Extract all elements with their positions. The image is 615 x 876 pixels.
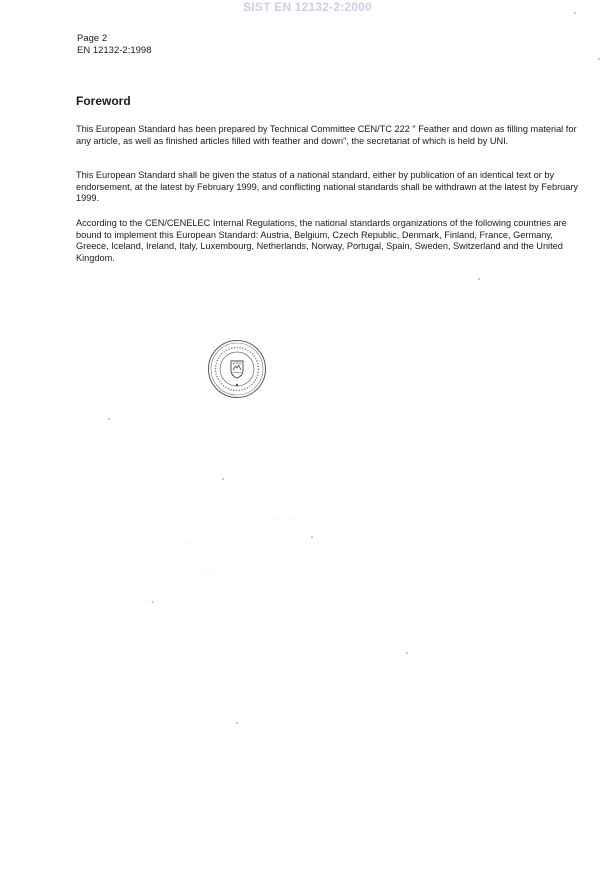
page-number: Page 2 <box>77 33 108 44</box>
watermark: SIST EN 12132-2:2000 <box>243 0 372 14</box>
scan-speck <box>108 418 110 420</box>
scan-speck <box>406 652 408 654</box>
scan-speck <box>222 478 224 480</box>
scan-speck <box>311 536 313 538</box>
official-seal-icon <box>206 339 268 399</box>
foreword-title: Foreword <box>76 94 131 108</box>
foreword-paragraph: According to the CEN/CENELEC Internal Regulations, the national standards organizations of the following countries are bound to implement this European Standard: Austria, Belgium, Czech Republic, Denmark, Finland, France, Germany, Greece, Iceland, Ireland, Italy, Luxembourg, Netherlands, Norway, Portugal, Spain, Sweden, Switzerland and the United Kingdom. <box>76 218 567 263</box>
document-id: EN 12132-2:1998 <box>77 45 152 56</box>
page-header <box>77 33 151 57</box>
foreword-paragraph: This European Standard shall be given the status of a national standard, either by publication of an identical text or by endorsement, at the latest by February 1999, and conflicting national standards shall be withdrawn at the latest by February 1999. <box>76 170 579 203</box>
scan-noise: · . · · · <box>196 566 222 572</box>
scan-speck <box>574 12 576 14</box>
scan-noise: · . · <box>138 598 152 604</box>
scan-noise: · · · . . · <box>266 516 297 522</box>
scan-speck <box>478 278 480 280</box>
scan-noise: . · · · . <box>178 540 203 546</box>
foreword-paragraph: This European Standard has been prepared by Technical Committee CEN/TC 222 " Feather and down as filling material for any article, as well as finished articles filled with feather and down", the secretariat of which is held by UNI. <box>76 124 577 146</box>
scan-speck <box>236 722 238 724</box>
scan-speck <box>152 601 154 603</box>
scan-speck <box>598 58 600 60</box>
